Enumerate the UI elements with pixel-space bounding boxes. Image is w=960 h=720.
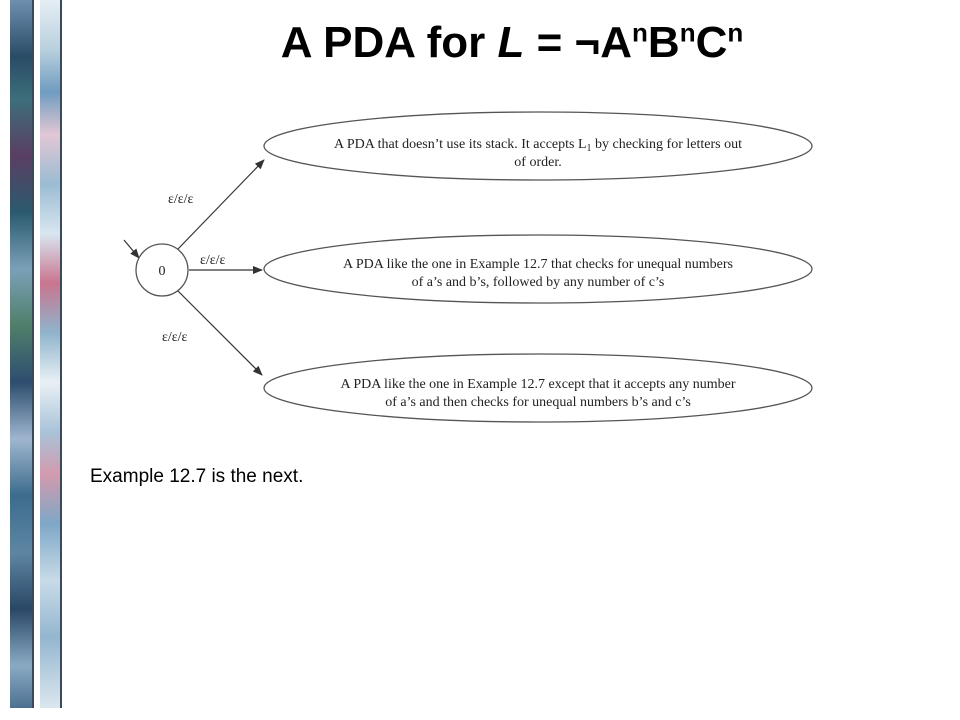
slide-title: A PDA for $L = \neg A^nB^nC^n$ <box>280 17 744 67</box>
machine-middle-line2: of a’s and b’s, followed by any number of c’s <box>411 275 665 290</box>
machine-bottom-line1: A PDA like the one in Example 12.7 except that it accepts any number <box>340 377 736 392</box>
machine-top-line2: of order. <box>514 155 562 170</box>
machine-middle-line1: A PDA like the one in Example 12.7 that checks for unequal numbers <box>343 257 733 272</box>
footnote-text: Example 12.7 is the next. <box>90 466 304 487</box>
machine-bottom-line2: of a’s and then checks for unequal numbers b’s and c’s <box>385 395 691 410</box>
start-state-label: 0 <box>158 264 166 279</box>
start-arrow <box>124 240 139 258</box>
transition-label-middle: ε/ε/ε <box>200 253 226 268</box>
transition-arrow-bottom <box>178 291 262 375</box>
transition-label-top: ε/ε/ε <box>168 192 194 207</box>
machine-top-line1: A PDA that doesn’t use its stack. It accepts $L_1$ by checking for letters out <box>334 137 742 154</box>
transition-label-bottom: ε/ε/ε <box>162 330 188 345</box>
